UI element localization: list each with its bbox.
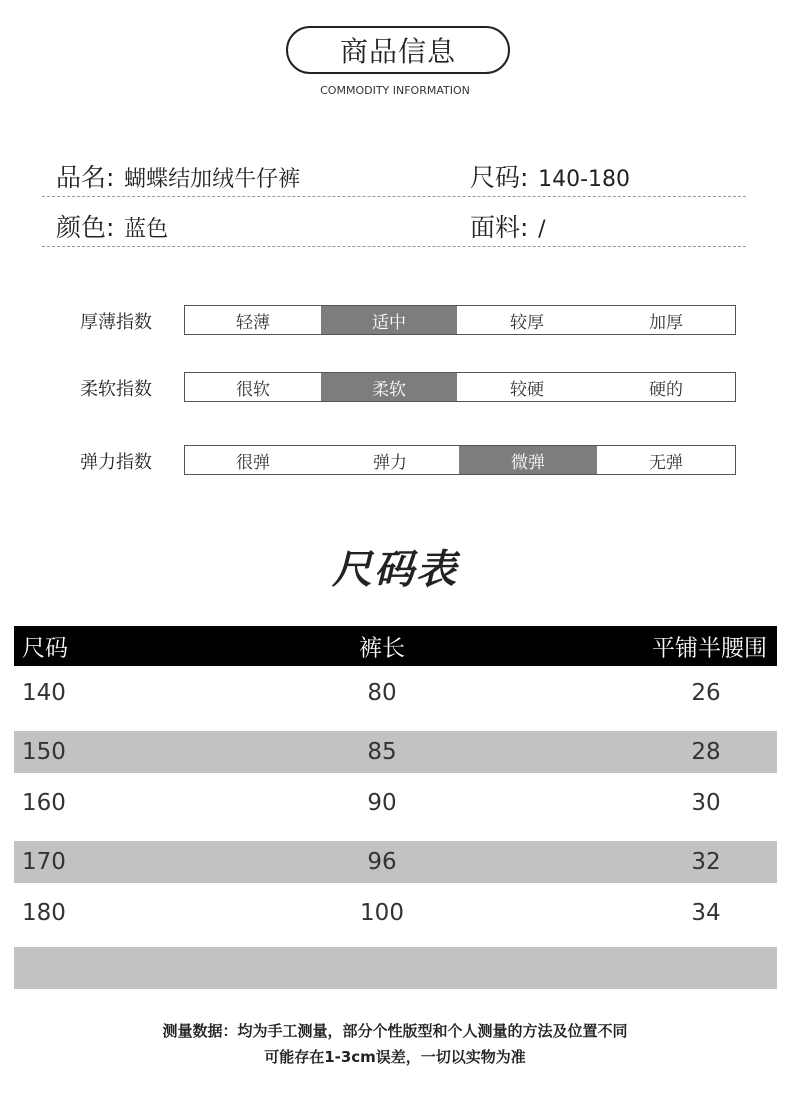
table-row: 170 96 32 (14, 841, 777, 883)
cell-size: 140 (22, 680, 66, 706)
table-row: 160 90 30 (22, 790, 721, 816)
product-color-key: 颜色: (56, 213, 115, 242)
product-color (56, 208, 168, 244)
product-name (56, 158, 300, 194)
measurement-note-line-1: 测量数据：均为手工测量，部分个性版型和个人测量的方法及位置不同 (162, 1022, 628, 1040)
cell-size: 170 (22, 849, 66, 875)
cell-size: 160 (22, 790, 66, 816)
product-size-key: 尺码: (470, 163, 529, 192)
table-row: 140 80 26 (22, 680, 721, 706)
product-size-value: 140-180 (538, 167, 630, 192)
thickness-option: 加厚 (649, 312, 683, 333)
size-chart-title: 尺码表 (332, 547, 458, 593)
section-subtitle: COMMODITY INFORMATION (320, 84, 470, 97)
thickness-option: 轻薄 (236, 312, 270, 333)
elasticity-option: 微弹 (459, 446, 597, 474)
table-row: 150 85 28 (14, 731, 777, 773)
info-row-1 (42, 152, 746, 197)
size-table-header: 尺码 裤长 平铺半腰围 (14, 626, 777, 666)
product-size (470, 158, 630, 194)
product-fabric-key: 面料: (470, 213, 529, 242)
softness-option: 较硬 (510, 379, 544, 400)
product-fabric (470, 208, 546, 244)
product-name-key: 品名: (56, 163, 115, 192)
elasticity-option: 无弹 (649, 452, 683, 473)
info-row-2 (42, 202, 746, 247)
softness-index-scale (184, 372, 736, 402)
thickness-index-label: 厚薄指数 (80, 312, 152, 333)
thickness-index-scale (184, 305, 736, 335)
column-header-waist: 平铺半腰围 (652, 635, 767, 662)
elasticity-index-label: 弹力指数 (80, 452, 152, 473)
product-color-value: 蓝色 (124, 217, 169, 242)
cell-size: 150 (22, 739, 66, 765)
column-header-size: 尺码 (22, 635, 68, 662)
softness-index-label: 柔软指数 (80, 379, 152, 400)
measurement-note-line-2: 可能存在1-3cm误差，一切以实物为准 (264, 1048, 526, 1066)
thickness-option: 较厚 (510, 312, 544, 333)
elasticity-option: 弹力 (373, 452, 407, 473)
elasticity-index-scale (184, 445, 736, 475)
cell-size: 180 (22, 900, 66, 926)
product-fabric-value: / (538, 217, 546, 242)
section-title: 商品信息 (286, 26, 510, 74)
table-row: 180 100 34 (22, 900, 721, 926)
softness-option: 很软 (236, 379, 270, 400)
table-row-empty (14, 947, 777, 989)
softness-option: 硬的 (649, 379, 683, 400)
thickness-option: 适中 (321, 306, 457, 334)
elasticity-option: 很弹 (236, 452, 270, 473)
softness-option: 柔软 (321, 373, 457, 401)
product-name-value: 蝴蝶结加绒牛仔裤 (124, 167, 301, 192)
